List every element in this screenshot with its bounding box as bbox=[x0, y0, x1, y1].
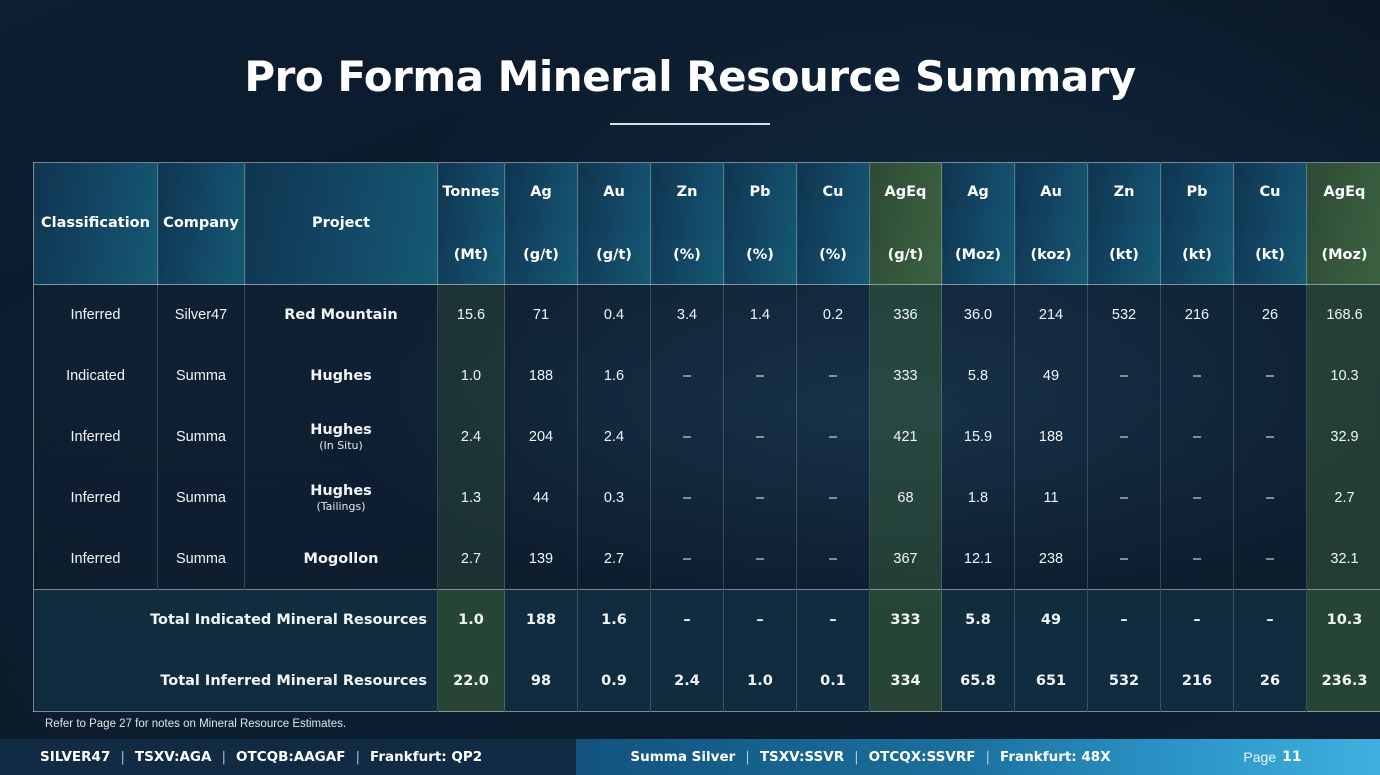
header-name: Zn bbox=[676, 184, 698, 200]
project-sub-label: (Tailings) bbox=[316, 500, 366, 513]
footer-company-silver47: SILVER47 bbox=[40, 749, 111, 765]
cell-company: Silver47 bbox=[158, 285, 245, 346]
slide-footer bbox=[0, 739, 1380, 775]
header-unit: (kt) bbox=[1182, 246, 1212, 263]
col-header-cu-kt bbox=[1234, 163, 1307, 285]
total-au-koz: 651 bbox=[1015, 651, 1088, 712]
total-label: Total Indicated Mineral Resources bbox=[34, 590, 438, 651]
cell-pb-pct: – bbox=[724, 529, 797, 590]
cell-classification: Indicated bbox=[34, 346, 158, 407]
total-pb-pct: – bbox=[724, 590, 797, 651]
cell-zn-pct: – bbox=[651, 468, 724, 529]
cell-zn-kt: 532 bbox=[1088, 285, 1161, 346]
table-total-row-inferred bbox=[34, 651, 1380, 712]
total-tonnes: 22.0 bbox=[438, 651, 505, 712]
total-zn-kt: – bbox=[1088, 590, 1161, 651]
footer-page-indicator bbox=[1165, 739, 1380, 775]
cell-pb-pct: – bbox=[724, 468, 797, 529]
header-name: Tonnes bbox=[442, 184, 500, 200]
cell-project bbox=[245, 346, 438, 407]
footer-company-summa: Summa Silver bbox=[630, 749, 736, 765]
cell-ageq-gt: 68 bbox=[870, 468, 942, 529]
cell-ageq-moz: 2.7 bbox=[1307, 468, 1380, 529]
cell-project bbox=[245, 468, 438, 529]
cell-cu-pct: 0.2 bbox=[797, 285, 870, 346]
header-name: AgEq bbox=[884, 184, 927, 200]
cell-classification: Inferred bbox=[34, 407, 158, 468]
header-name: Pb bbox=[749, 184, 771, 200]
cell-pb-kt: – bbox=[1161, 346, 1234, 407]
cell-tonnes: 2.4 bbox=[438, 407, 505, 468]
header-unit: (%) bbox=[746, 246, 774, 263]
cell-zn-kt: – bbox=[1088, 468, 1161, 529]
cell-tonnes: 1.3 bbox=[438, 468, 505, 529]
total-ageq-moz: 10.3 bbox=[1307, 590, 1380, 651]
col-header-ageq-moz bbox=[1307, 163, 1380, 285]
header-name: Au bbox=[603, 184, 625, 200]
footer-divider: | bbox=[854, 749, 859, 765]
cell-project bbox=[245, 407, 438, 468]
footer-listing-otcqx-ssvrf: OTCQX:SSVRF bbox=[868, 749, 976, 765]
header-name: Cu bbox=[822, 184, 844, 200]
total-zn-kt: 532 bbox=[1088, 651, 1161, 712]
cell-project bbox=[245, 285, 438, 346]
total-ag-moz: 65.8 bbox=[942, 651, 1015, 712]
header-unit: (Moz) bbox=[1321, 246, 1368, 263]
total-ag-moz: 5.8 bbox=[942, 590, 1015, 651]
cell-au-koz: 214 bbox=[1015, 285, 1088, 346]
project-name: Hughes bbox=[310, 422, 372, 438]
cell-pb-pct: – bbox=[724, 346, 797, 407]
cell-zn-kt: – bbox=[1088, 346, 1161, 407]
header-name: Project bbox=[311, 215, 371, 232]
mineral-resource-table-container bbox=[33, 162, 1368, 712]
footer-listing-otcqb-aagaf: OTCQB:AAGAF bbox=[236, 749, 346, 765]
cell-ageq-moz: 32.1 bbox=[1307, 529, 1380, 590]
table-row bbox=[34, 468, 1380, 529]
header-unit: (kt) bbox=[1255, 246, 1285, 263]
total-au-gt: 1.6 bbox=[578, 590, 651, 651]
cell-zn-pct: – bbox=[651, 529, 724, 590]
total-cu-kt: 26 bbox=[1234, 651, 1307, 712]
col-header-company bbox=[158, 163, 245, 285]
cell-pb-pct: – bbox=[724, 407, 797, 468]
total-cu-kt: – bbox=[1234, 590, 1307, 651]
cell-cu-kt: 26 bbox=[1234, 285, 1307, 346]
cell-ag-gt: 139 bbox=[505, 529, 578, 590]
cell-classification: Inferred bbox=[34, 468, 158, 529]
cell-ageq-moz: 32.9 bbox=[1307, 407, 1380, 468]
cell-tonnes: 15.6 bbox=[438, 285, 505, 346]
header-unit: (Moz) bbox=[954, 246, 1002, 263]
header-name: Pb bbox=[1186, 184, 1208, 200]
footer-left-silver47 bbox=[0, 739, 576, 775]
cell-classification: Inferred bbox=[34, 529, 158, 590]
header-unit: (g/t) bbox=[523, 246, 559, 263]
footer-listing-tsxv-ssvr: TSXV:SSVR bbox=[759, 749, 845, 765]
header-name: AgEq bbox=[1323, 184, 1366, 200]
project-name: Red Mountain bbox=[284, 307, 398, 324]
header-name: Company bbox=[163, 215, 239, 232]
cell-au-koz: 49 bbox=[1015, 346, 1088, 407]
footer-listing-frankfurt-qp2: Frankfurt: QP2 bbox=[370, 749, 483, 765]
footer-divider: | bbox=[745, 749, 750, 765]
cell-ageq-gt: 367 bbox=[870, 529, 942, 590]
footer-divider: | bbox=[355, 749, 360, 765]
header-unit: (g/t) bbox=[887, 246, 924, 263]
cell-cu-kt: – bbox=[1234, 407, 1307, 468]
total-pb-kt: 216 bbox=[1161, 651, 1234, 712]
total-ageq-gt: 333 bbox=[870, 590, 942, 651]
cell-zn-pct: 3.4 bbox=[651, 285, 724, 346]
cell-zn-kt: – bbox=[1088, 407, 1161, 468]
header-unit: (g/t) bbox=[596, 246, 632, 263]
col-header-zn-pct bbox=[651, 163, 724, 285]
header-unit: (%) bbox=[819, 246, 847, 263]
cell-cu-kt: – bbox=[1234, 468, 1307, 529]
header-name: Au bbox=[1040, 184, 1062, 200]
cell-pb-kt: – bbox=[1161, 468, 1234, 529]
cell-cu-kt: – bbox=[1234, 529, 1307, 590]
table-body bbox=[34, 285, 1380, 712]
total-label: Total Inferred Mineral Resources bbox=[34, 651, 438, 712]
cell-au-gt: 2.4 bbox=[578, 407, 651, 468]
col-header-ag-moz bbox=[942, 163, 1015, 285]
cell-company: Summa bbox=[158, 407, 245, 468]
col-header-au-gt bbox=[578, 163, 651, 285]
total-ag-gt: 188 bbox=[505, 590, 578, 651]
col-header-pb-kt bbox=[1161, 163, 1234, 285]
mineral-resource-table bbox=[33, 162, 1380, 712]
cell-zn-pct: – bbox=[651, 346, 724, 407]
cell-cu-kt: – bbox=[1234, 346, 1307, 407]
cell-au-koz: 11 bbox=[1015, 468, 1088, 529]
cell-company: Summa bbox=[158, 468, 245, 529]
col-header-zn-kt bbox=[1088, 163, 1161, 285]
cell-ageq-moz: 168.6 bbox=[1307, 285, 1380, 346]
cell-au-gt: 0.3 bbox=[578, 468, 651, 529]
cell-pb-kt: – bbox=[1161, 529, 1234, 590]
project-name: Hughes bbox=[310, 483, 372, 499]
header-unit: (koz) bbox=[1030, 246, 1072, 263]
total-ag-gt: 98 bbox=[505, 651, 578, 712]
cell-pb-kt: 216 bbox=[1161, 285, 1234, 346]
footer-listing-tsxv-aga: TSXV:AGA bbox=[134, 749, 212, 765]
footer-listing-frankfurt-48x: Frankfurt: 48X bbox=[1000, 749, 1111, 765]
header-unit: (%) bbox=[673, 246, 701, 263]
cell-ageq-gt: 421 bbox=[870, 407, 942, 468]
cell-classification: Inferred bbox=[34, 285, 158, 346]
total-ageq-moz: 236.3 bbox=[1307, 651, 1380, 712]
cell-ag-moz: 5.8 bbox=[942, 346, 1015, 407]
cell-cu-pct: – bbox=[797, 529, 870, 590]
cell-tonnes: 1.0 bbox=[438, 346, 505, 407]
col-header-classification bbox=[34, 163, 158, 285]
col-header-ageq-gt bbox=[870, 163, 942, 285]
header-unit: (Mt) bbox=[453, 246, 489, 263]
cell-ageq-gt: 336 bbox=[870, 285, 942, 346]
project-name: Hughes bbox=[310, 368, 372, 384]
page-label: Page bbox=[1243, 749, 1277, 765]
total-au-gt: 0.9 bbox=[578, 651, 651, 712]
cell-cu-pct: – bbox=[797, 468, 870, 529]
footer-divider: | bbox=[221, 749, 227, 765]
footer-divider: | bbox=[120, 749, 125, 765]
total-tonnes: 1.0 bbox=[438, 590, 505, 651]
cell-zn-pct: – bbox=[651, 407, 724, 468]
cell-ag-moz: 12.1 bbox=[942, 529, 1015, 590]
cell-au-koz: 188 bbox=[1015, 407, 1088, 468]
cell-cu-pct: – bbox=[797, 346, 870, 407]
col-header-tonnes bbox=[438, 163, 505, 285]
table-row bbox=[34, 529, 1380, 590]
title-divider bbox=[610, 123, 770, 125]
page-number: 11 bbox=[1282, 749, 1302, 765]
cell-pb-pct: 1.4 bbox=[724, 285, 797, 346]
cell-ageq-gt: 333 bbox=[870, 346, 942, 407]
cell-au-koz: 238 bbox=[1015, 529, 1088, 590]
total-au-koz: 49 bbox=[1015, 590, 1088, 651]
cell-au-gt: 0.4 bbox=[578, 285, 651, 346]
col-header-cu-pct bbox=[797, 163, 870, 285]
header-name: Ag bbox=[967, 184, 989, 200]
total-ageq-gt: 334 bbox=[870, 651, 942, 712]
footer-middle-summa bbox=[576, 739, 1165, 775]
table-total-row-indicated bbox=[34, 590, 1380, 651]
title-block bbox=[0, 52, 1380, 125]
project-name: Mogollon bbox=[303, 550, 379, 567]
total-cu-pct: 0.1 bbox=[797, 651, 870, 712]
cell-ag-gt: 188 bbox=[505, 346, 578, 407]
cell-ag-moz: 15.9 bbox=[942, 407, 1015, 468]
cell-company: Summa bbox=[158, 346, 245, 407]
table-row bbox=[34, 346, 1380, 407]
cell-pb-kt: – bbox=[1161, 407, 1234, 468]
total-pb-pct: 1.0 bbox=[724, 651, 797, 712]
cell-au-gt: 2.7 bbox=[578, 529, 651, 590]
header-name: Zn bbox=[1113, 184, 1135, 200]
cell-tonnes: 2.7 bbox=[438, 529, 505, 590]
total-pb-kt: – bbox=[1161, 590, 1234, 651]
cell-ag-gt: 71 bbox=[505, 285, 578, 346]
page-title: Pro Forma Mineral Resource Summary bbox=[244, 52, 1136, 101]
header-name: Classification bbox=[41, 215, 150, 232]
cell-ag-moz: 36.0 bbox=[942, 285, 1015, 346]
table-row bbox=[34, 407, 1380, 468]
cell-ag-moz: 1.8 bbox=[942, 468, 1015, 529]
table-footnote: Refer to Page 27 for notes on Mineral Resource Estimates. bbox=[45, 718, 347, 730]
cell-zn-kt: – bbox=[1088, 529, 1161, 590]
cell-company: Summa bbox=[158, 529, 245, 590]
col-header-pb-pct bbox=[724, 163, 797, 285]
total-zn-pct: – bbox=[651, 590, 724, 651]
project-sub-label: (In Situ) bbox=[319, 439, 363, 452]
total-zn-pct: 2.4 bbox=[651, 651, 724, 712]
cell-project bbox=[245, 529, 438, 590]
col-header-project bbox=[245, 163, 438, 285]
cell-ag-gt: 204 bbox=[505, 407, 578, 468]
cell-ag-gt: 44 bbox=[505, 468, 578, 529]
col-header-au-koz bbox=[1015, 163, 1088, 285]
header-unit: (kt) bbox=[1109, 246, 1139, 263]
total-cu-pct: – bbox=[797, 590, 870, 651]
header-name: Cu bbox=[1259, 184, 1281, 200]
cell-au-gt: 1.6 bbox=[578, 346, 651, 407]
table-row bbox=[34, 285, 1380, 346]
cell-cu-pct: – bbox=[797, 407, 870, 468]
col-header-ag-gt bbox=[505, 163, 578, 285]
footer-divider: | bbox=[985, 749, 990, 765]
table-header-row bbox=[34, 163, 1380, 285]
header-name: Ag bbox=[530, 184, 552, 200]
cell-ageq-moz: 10.3 bbox=[1307, 346, 1380, 407]
